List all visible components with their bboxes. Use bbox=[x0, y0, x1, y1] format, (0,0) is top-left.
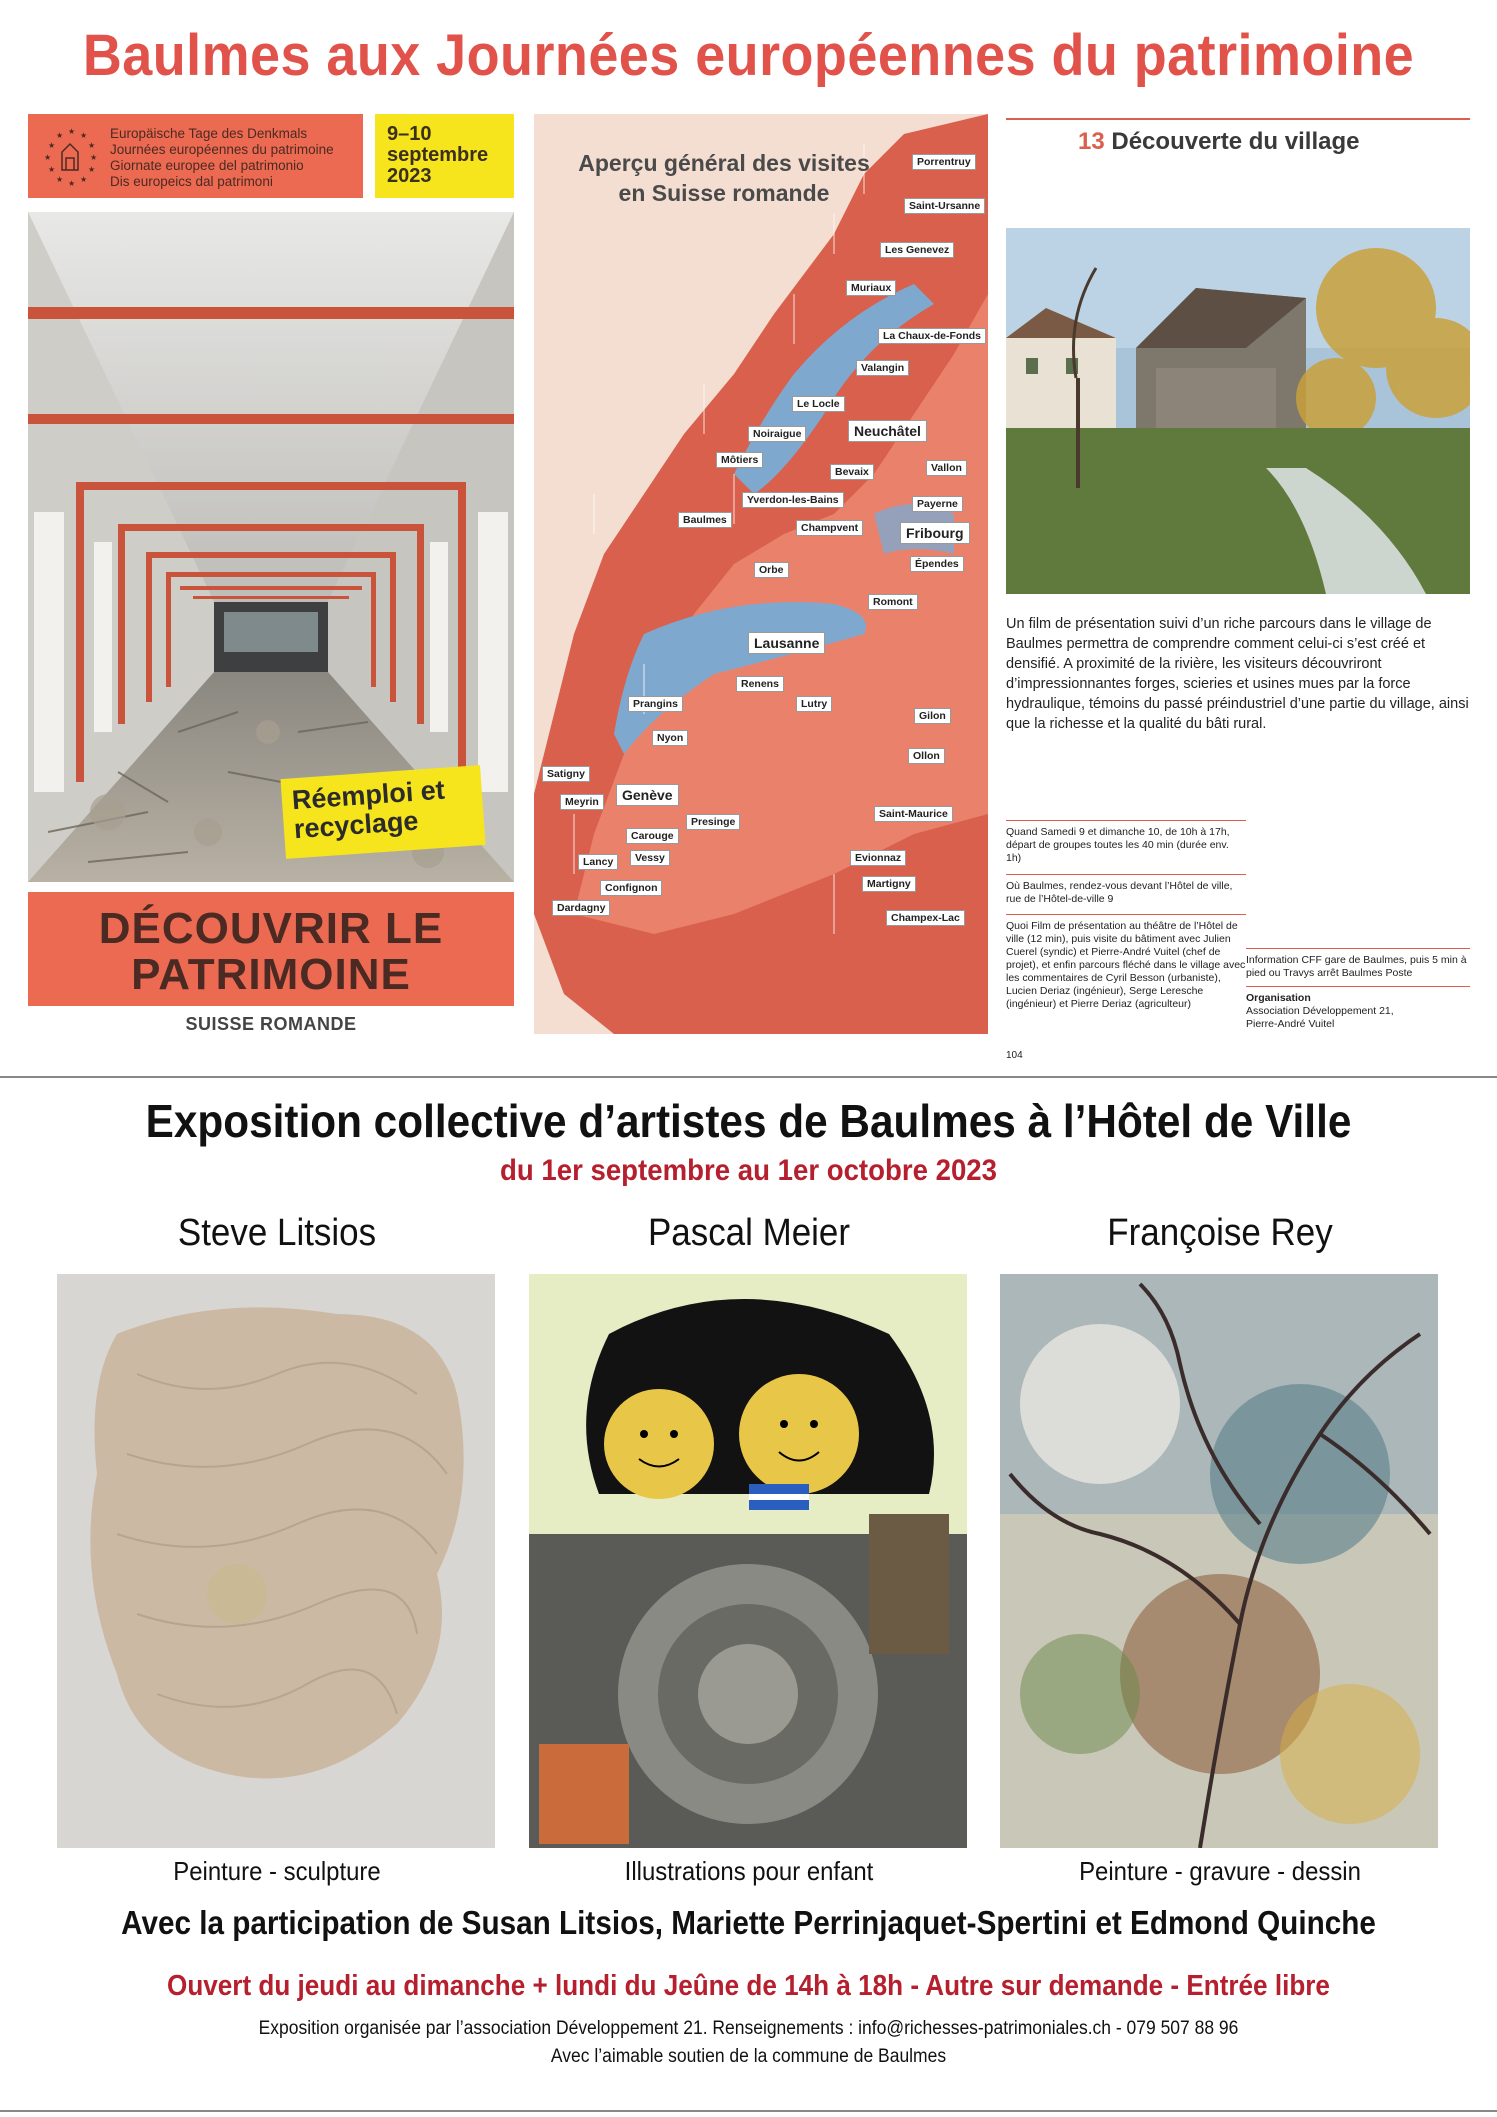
date-line: 9–10 bbox=[387, 123, 432, 145]
svg-text:★: ★ bbox=[90, 153, 98, 162]
reemploi-badge bbox=[280, 765, 485, 859]
info-when: Quand Samedi 9 et dimanche 10, de 10h à 17h, départ de groupes toutes les 40 min (durée env. 1h) bbox=[1006, 826, 1230, 864]
exhibition-title: Exposition collective d’artistes de Baulmes à l’Hôtel de Ville bbox=[145, 1095, 1352, 1147]
svg-text:★: ★ bbox=[88, 165, 96, 174]
page-number: 104 bbox=[1006, 1050, 1023, 1061]
poster-photo bbox=[28, 212, 514, 882]
town-label-major: Genève bbox=[616, 784, 679, 806]
brochure-page bbox=[1006, 114, 1470, 1074]
organizer-contact: Exposition organisée par l’association Développement 21. Renseignements : info@richesses-patrimoniales.ch - 079 507 88 96 bbox=[258, 2018, 1239, 2039]
exhibition-dates: du 1er septembre au 1er octobre 2023 bbox=[499, 1154, 998, 1187]
town-label: Porrentruy bbox=[912, 154, 976, 170]
organisation-label: Organisation bbox=[1246, 992, 1311, 1004]
opening-hours: Ouvert du jeudi au dimanche + lundi du Jeûne de 14h à 18h - Autre sur demande - Entrée libre bbox=[167, 1970, 1330, 2002]
svg-text:★: ★ bbox=[48, 165, 56, 174]
language-line: Journées européennes du patrimoine bbox=[110, 142, 334, 157]
town-label: Confignon bbox=[600, 880, 662, 896]
town-label: Saint-Maurice bbox=[874, 806, 953, 822]
artist-caption: Peinture - gravure - dessin bbox=[1079, 1856, 1361, 1886]
poster-date bbox=[387, 124, 507, 187]
artist-name: Pascal Meier bbox=[647, 1212, 851, 1254]
town-label: Noiraigue bbox=[748, 426, 806, 442]
town-label: Bevaix bbox=[830, 464, 874, 480]
svg-text:★: ★ bbox=[44, 153, 52, 162]
svg-text:★: ★ bbox=[56, 175, 64, 184]
town-label: Evionnaz bbox=[850, 850, 906, 866]
town-label: Martigny bbox=[862, 876, 916, 892]
bottom-rule bbox=[0, 2110, 1497, 2112]
poster-title-line: DÉCOUVRIR LE bbox=[98, 904, 444, 953]
poster-languages bbox=[110, 126, 360, 190]
section-divider bbox=[0, 1076, 1497, 1078]
town-label: Lutry bbox=[796, 696, 832, 712]
village-mill-illustration bbox=[1006, 228, 1470, 594]
town-label: Les Genevez bbox=[880, 242, 954, 258]
language-line: Europäische Tage des Denkmals bbox=[110, 126, 308, 141]
sculpture-artwork-illustration bbox=[57, 1274, 495, 1848]
town-label: Épendes bbox=[910, 556, 964, 572]
info-rule bbox=[1006, 874, 1246, 875]
language-line: Dis europeics dal patrimoni bbox=[110, 174, 273, 189]
town-label: Champvent bbox=[796, 520, 863, 536]
poster-header-band bbox=[28, 114, 363, 198]
town-label: Satigny bbox=[542, 766, 590, 782]
svg-text:★: ★ bbox=[68, 127, 76, 136]
map-title-line: Aperçu général des visites bbox=[578, 150, 870, 176]
town-label: Le Locle bbox=[792, 396, 845, 412]
main-title: Baulmes aux Journées européennes du patrimoine bbox=[82, 23, 1415, 88]
info-rule bbox=[1006, 820, 1246, 821]
info-what: Quoi Film de présentation au théâtre de l’Hôtel de ville (12 min), puis visite du bâtiment avec Julien Cuerel (syndic) et Pierre-André Vuitel (chef de projet), et enfin parcours fléché dans le village avec les commentaires de Cyril Besson (urbaniste), Lucien Deriaz (ingénieur), Serge Leresche (ingénieur) et Pierre Deriaz (agriculteur) bbox=[1006, 920, 1246, 1010]
town-label: Saint-Ursanne bbox=[904, 198, 985, 214]
artwork-illustration bbox=[529, 1274, 967, 1848]
badge-line: Réemploi et bbox=[290, 774, 446, 816]
page-body-text: Un film de présentation suivi d’un riche parcours dans le village de Baulmes permettra de comprendre comment celui-ci s’est créé et densifié. A proximité de la rivière, les visiteurs découvriront d’impressionnantes forges, scieries et usines mues par la force hydraulique, témoins du passé préindustriel d’une partie du village, ainsi que la richesse et la qualité du bâti rural. bbox=[1006, 616, 1469, 732]
town-label: Yverdon-les-Bains bbox=[742, 492, 844, 508]
children-illustration bbox=[529, 1274, 967, 1848]
page-top-rule bbox=[1006, 118, 1470, 120]
town-label: Môtiers bbox=[716, 452, 763, 468]
town-label-major: Neuchâtel bbox=[848, 420, 927, 442]
poster-title-line: PATRIMOINE bbox=[131, 950, 411, 999]
svg-text:★: ★ bbox=[68, 179, 76, 186]
artwork-sculpture bbox=[57, 1274, 495, 1848]
page-heading-number: 13 bbox=[1078, 128, 1105, 155]
info-where: Où Baulmes, rendez-vous devant l’Hôtel de ville, rue de l’Hôtel-de-ville 9 bbox=[1006, 880, 1233, 905]
info-rule bbox=[1006, 914, 1246, 915]
svg-text:★: ★ bbox=[48, 141, 56, 150]
abstract-painting-illustration bbox=[1000, 1274, 1438, 1848]
poster-subtitle: SUISSE ROMANDE bbox=[185, 1014, 357, 1034]
town-label: La Chaux-de-Fonds bbox=[878, 328, 986, 344]
town-label: Vessy bbox=[630, 850, 670, 866]
svg-text:★: ★ bbox=[88, 141, 96, 150]
organisation-line: Pierre-André Vuitel bbox=[1246, 1018, 1335, 1030]
town-label: Ollon bbox=[908, 748, 945, 764]
page-heading bbox=[1078, 128, 1359, 156]
poster-main-title bbox=[28, 906, 514, 998]
map-panel bbox=[534, 114, 988, 1034]
organisation-line: Association Développement 21, bbox=[1246, 1005, 1394, 1017]
info-rule bbox=[1246, 948, 1470, 949]
info-transport: Information CFF gare de Baulmes, puis 5 min à pied ou Travys arrêt Baulmes Poste bbox=[1246, 954, 1467, 979]
town-label: Vallon bbox=[926, 460, 967, 476]
svg-text:★: ★ bbox=[80, 131, 88, 140]
date-line: 2023 bbox=[387, 165, 432, 187]
artwork-painting bbox=[1000, 1274, 1438, 1848]
language-line: Giornate europee del patrimonio bbox=[110, 158, 304, 173]
participation-line: Avec la participation de Susan Litsios, Mariette Perrinjaquet-Spertini et Edmond Quinche bbox=[121, 1904, 1376, 1941]
artist-caption: Peinture - sculpture bbox=[173, 1856, 381, 1886]
town-label: Gilon bbox=[914, 708, 951, 724]
map-title bbox=[534, 148, 914, 208]
artist-caption: Illustrations pour enfant bbox=[624, 1856, 874, 1886]
page-heading-text: Découverte du village bbox=[1111, 128, 1360, 155]
town-label: Champex-Lac bbox=[886, 910, 965, 926]
info-organisation bbox=[1246, 992, 1470, 1031]
town-label: Baulmes bbox=[678, 512, 732, 528]
date-line: septembre bbox=[387, 144, 489, 166]
support-line: Avec l’aimable soutien de la commune de Baulmes bbox=[550, 2046, 947, 2067]
artist-name: Françoise Rey bbox=[1107, 1212, 1333, 1254]
artist-name: Steve Litsios bbox=[177, 1212, 377, 1254]
town-label: Dardagny bbox=[552, 900, 610, 916]
town-label: Payerne bbox=[912, 496, 963, 512]
town-label: Prangins bbox=[628, 696, 683, 712]
town-label: Renens bbox=[736, 676, 784, 692]
poster-date-box bbox=[375, 114, 514, 198]
town-label: Carouge bbox=[626, 828, 679, 844]
town-label: Presinge bbox=[686, 814, 740, 830]
svg-text:★: ★ bbox=[80, 175, 88, 184]
badge-line: recyclage bbox=[292, 805, 420, 845]
svg-text:★: ★ bbox=[56, 131, 64, 140]
poster-title-band bbox=[28, 892, 514, 1006]
town-label: Nyon bbox=[652, 730, 688, 746]
town-label: Romont bbox=[868, 594, 918, 610]
town-label: Muriaux bbox=[846, 280, 896, 296]
town-label: Lancy bbox=[578, 854, 618, 870]
eu-stars-logo-icon bbox=[42, 126, 98, 186]
town-label: Orbe bbox=[754, 562, 789, 578]
map-title-line: en Suisse romande bbox=[618, 180, 830, 206]
town-label: Valangin bbox=[856, 360, 909, 376]
poster bbox=[28, 114, 514, 1034]
town-label-major: Lausanne bbox=[748, 632, 825, 654]
town-label: Meyrin bbox=[560, 794, 604, 810]
town-label-major: Fribourg bbox=[900, 522, 970, 544]
info-rule bbox=[1246, 986, 1470, 987]
village-photo bbox=[1006, 228, 1470, 594]
